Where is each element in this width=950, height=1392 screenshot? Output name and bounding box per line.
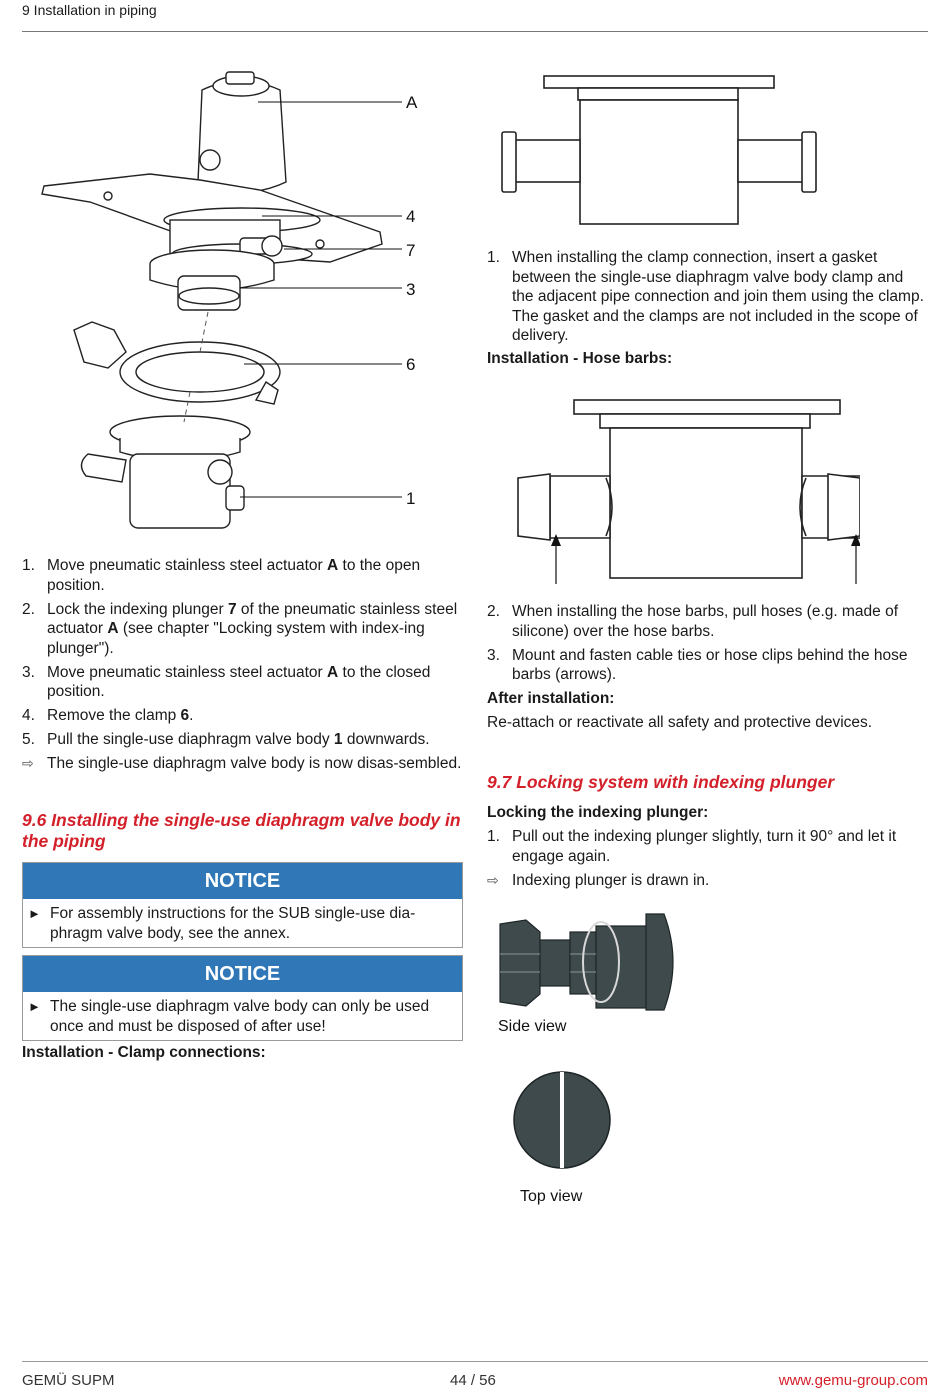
- after-installation-text: Re-attach or reactivate all safety and protective devices.: [487, 714, 873, 731]
- header-rule: [22, 31, 928, 32]
- hose-steps: [487, 602, 932, 689]
- result-item: ⇨ The single-use diaphragm valve body is now disas-sembled.: [22, 755, 462, 772]
- clamp-heading: Installation - Clamp connections:: [22, 1044, 266, 1061]
- triangle-bullet-icon: ►: [28, 906, 41, 921]
- result-item: ⇨ Indexing plunger is drawn in.: [487, 871, 710, 889]
- locking-steps: [487, 827, 927, 895]
- page-number: 44 / 56: [450, 1372, 496, 1389]
- label-4: 4: [406, 207, 416, 226]
- list-item: 5. Pull the single-use diaphragm valve body 1 downwards.: [22, 731, 430, 748]
- list-item: 1. When installing the clamp connection, insert a gasket between the single-use diaphragm valve body clamp and the adjacent pipe connection and join them using the clamp. The gasket and the clamps are not included in the scope of delivery.: [487, 249, 924, 344]
- result-arrow-icon: ⇨: [22, 755, 34, 771]
- label-1: 1: [406, 489, 416, 508]
- footer-website-link[interactable]: www.gemu-group.com: [778, 1372, 928, 1389]
- list-item: 2. When installing the hose barbs, pull hoses (e.g. made of silicone) over the hose barbs.: [487, 603, 899, 640]
- actuator-body: [198, 81, 286, 192]
- label-6: 6: [406, 355, 416, 374]
- side-view-label: Side view: [498, 1018, 567, 1035]
- indexing-plunger-side-view: [496, 910, 686, 1040]
- list-item: 1. Move pneumatic stainless steel actuator A to the open position.: [22, 557, 421, 594]
- running-header: 9 Installation in piping: [22, 2, 157, 18]
- notice-heading: NOTICE: [23, 956, 462, 992]
- notice-text: For assembly instructions for the SUB single-use dia-phragm valve body, see the annex.: [50, 905, 416, 942]
- indexing-plunger-top-view: [508, 1066, 618, 1210]
- list-item: 1. Pull out the indexing plunger slightly, turn it 90° and let it engage again.: [487, 828, 897, 865]
- hose-barb-figure: [510, 398, 860, 588]
- clamp-steps: [487, 248, 927, 350]
- result-arrow-icon: ⇨: [487, 871, 499, 888]
- notice-heading: NOTICE: [23, 863, 462, 899]
- section-heading-9-7: 9.7 Locking system with indexing plunger: [487, 772, 835, 792]
- label-7: 7: [406, 241, 416, 260]
- notice-box: [22, 955, 463, 1041]
- list-item: 3. Move pneumatic stainless steel actuator A to the closed position.: [22, 663, 431, 700]
- hose-heading: Installation - Hose barbs:: [487, 350, 673, 367]
- footer-rule: [22, 1361, 928, 1362]
- triangle-bullet-icon: ►: [28, 999, 41, 1014]
- list-item: 2. Lock the indexing plunger 7 of the pneumatic stainless steel actuator A (see chapter "Locking system with index-ing plunger").: [22, 600, 458, 657]
- locking-heading: Locking the indexing plunger:: [487, 804, 709, 821]
- disassembly-steps: [22, 556, 462, 778]
- top-view-label: Top view: [520, 1188, 583, 1205]
- notice-box: [22, 862, 463, 948]
- list-item: 4. Remove the clamp 6.: [22, 707, 194, 724]
- after-installation-heading: After installation:: [487, 690, 615, 707]
- list-item: 3. Mount and fasten cable ties or hose clips behind the hose barbs (arrows).: [487, 646, 908, 683]
- label-3: 3: [406, 280, 416, 299]
- exploded-view-figure: [30, 62, 430, 532]
- label-a: A: [406, 93, 418, 112]
- footer-product: GEMÜ SUPM: [22, 1372, 115, 1389]
- clamp-connection-figure: [498, 74, 828, 230]
- section-heading-9-6: 9.6 Installing the single-use diaphragm valve body in the piping: [22, 810, 461, 851]
- notice-text: The single-use diaphragm valve body can only be used once and must be disposed of after use!: [50, 998, 430, 1035]
